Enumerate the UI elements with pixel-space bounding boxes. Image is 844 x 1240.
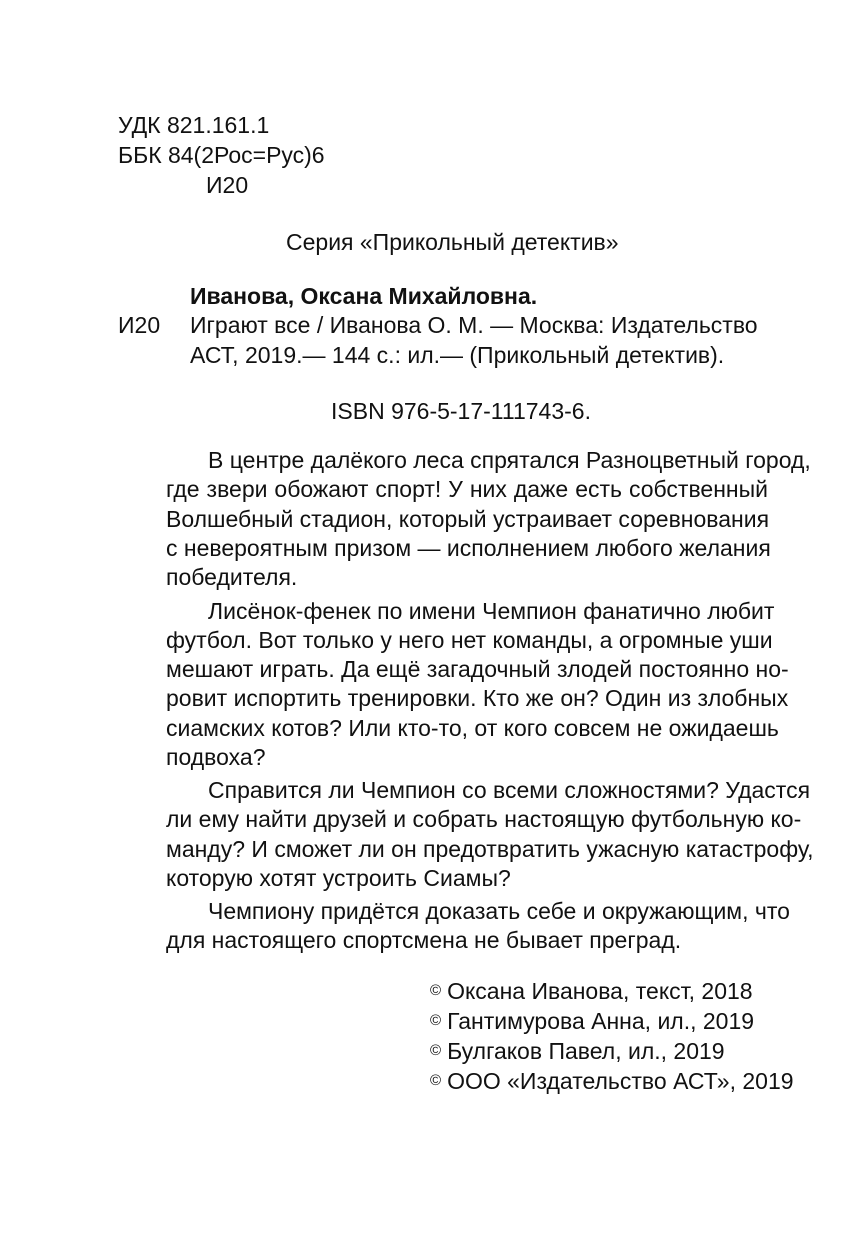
description-line: подвоха? xyxy=(166,744,266,770)
copyright-icon: © xyxy=(430,982,442,999)
isbn: ISBN 976-5-17-111743-6. xyxy=(331,398,591,424)
description-line: победителя. xyxy=(166,564,298,590)
copyright-text: Гантимурова Анна, ил., 2019 xyxy=(447,1008,755,1034)
copyright-icon: © xyxy=(430,1072,442,1089)
author-name: Иванова, Оксана Михайловна. xyxy=(190,283,538,309)
description-line: ровит испортить тренировки. Кто же он? Один из злобных xyxy=(166,685,789,711)
copyright-line xyxy=(430,976,753,1006)
description-line: Волшебный стадион, который устраивает соревнования xyxy=(166,506,770,532)
description-line: В центре далёкого леса спрятался Разноцветный город, xyxy=(208,447,811,473)
description-line: Справится ли Чемпион со всеми сложностями? Удастся xyxy=(208,777,811,803)
description-line: сиамских котов? Или кто-то, от кого совсем не ожидаешь xyxy=(166,715,779,741)
description-line: для настоящего спортсмена не бывает преград. xyxy=(166,927,682,953)
series-title: Серия «Прикольный детектив» xyxy=(286,229,619,255)
copyright-line xyxy=(430,1066,794,1096)
description-line: которую хотят устроить Сиамы? xyxy=(166,865,511,891)
copyright-text: Булгаков Павел, ил., 2019 xyxy=(447,1038,725,1064)
description-line: ли ему найти друзей и собрать настоящую футбольную ко- xyxy=(166,806,802,832)
bbk-code: ББК 84(2Рос=Рус)6 xyxy=(118,142,325,168)
description-line: где звери обожают спорт! У них даже есть собственный xyxy=(166,476,768,502)
copyright-line xyxy=(430,1036,725,1066)
copyright-text: ООО «Издательство АСТ», 2019 xyxy=(447,1068,794,1094)
catalog-line-1: Играют все / Иванова О. М. — Москва: Издательство xyxy=(190,312,758,338)
description-line: мешают играть. Да ещё загадочный злодей постоянно но- xyxy=(166,656,789,682)
copyright-line xyxy=(430,1006,754,1036)
author-mark: И20 xyxy=(206,172,249,198)
description-line: с невероятным призом — исполнением любого желания xyxy=(166,535,771,561)
udk-code: УДК 821.161.1 xyxy=(118,112,270,138)
description-line: манду? И сможет ли он предотвратить ужасную катастрофу, xyxy=(166,836,814,862)
description-line: Чемпиону придётся доказать себе и окружающим, что xyxy=(208,898,790,924)
description-line: футбол. Вот только у него нет команды, а огромные уши xyxy=(166,627,773,653)
description-line: Лисёнок-фенек по имени Чемпион фанатично любит xyxy=(208,598,775,624)
catalog-mark: И20 xyxy=(118,312,161,338)
catalog-line-2: АСТ, 2019.— 144 с.: ил.— (Прикольный детектив). xyxy=(190,342,725,368)
copyright-icon: © xyxy=(430,1012,442,1029)
copyright-text: Оксана Иванова, текст, 2018 xyxy=(447,978,753,1004)
copyright-icon: © xyxy=(430,1042,442,1059)
